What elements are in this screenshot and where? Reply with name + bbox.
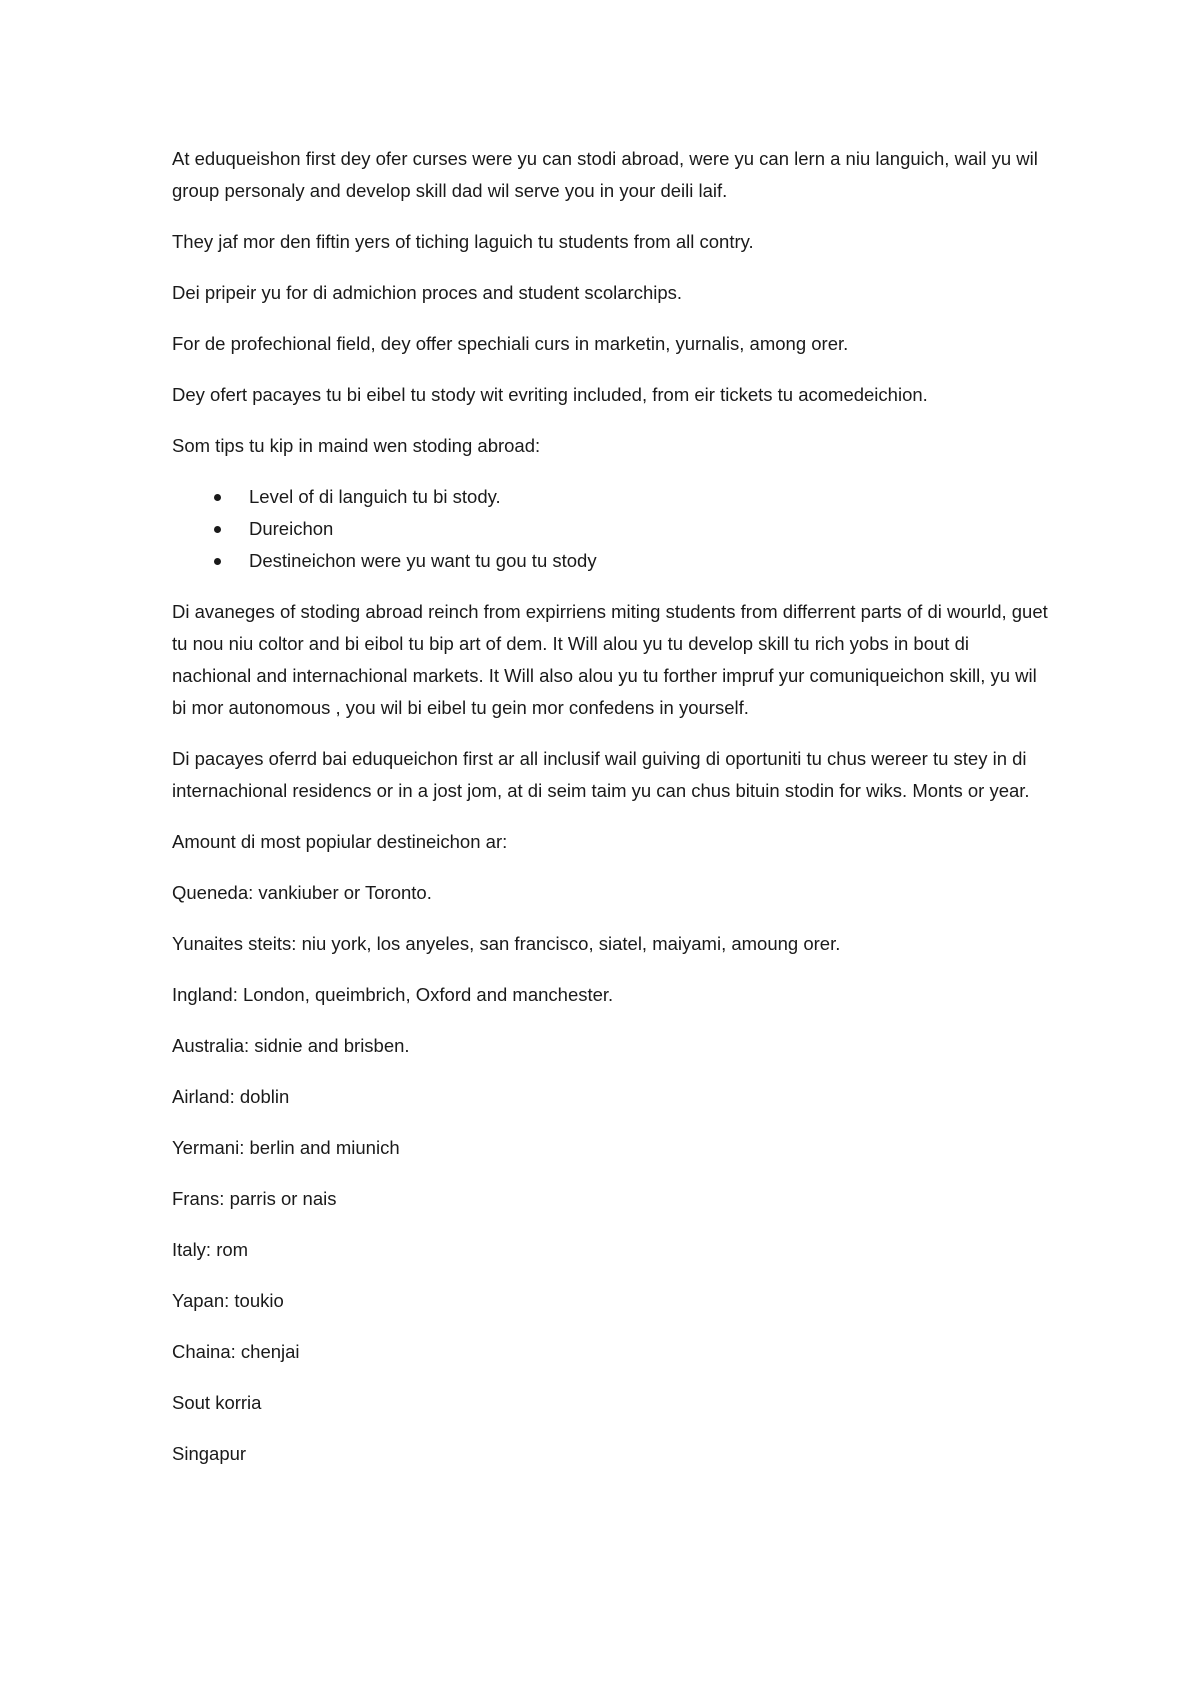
list-item-text: Dureichon: [249, 518, 334, 539]
destination-line: Australia: sidnie and brisben.: [172, 1035, 410, 1056]
destination-line: Yermani: berlin and miunich: [172, 1137, 400, 1158]
paragraph-intro: At eduqueishon first dey ofer curses were yu can stodi abroad, were yu can lern a niu languich, wail yu wil group personaly and develop skill dad wil serve you in your deili laif.: [172, 148, 1038, 201]
destination-line: Frans: parris or nais: [172, 1188, 337, 1209]
bullet-icon: [214, 558, 221, 565]
list-item: [172, 545, 1052, 577]
destination-line: Chaina: chenjai: [172, 1341, 300, 1362]
destination-line: Sout korria: [172, 1392, 262, 1413]
paragraph-advantages: Di avaneges of stoding abroad reinch from expirriens miting students from differrent parts of di wourld, guet tu nou niu coltor and bi eibol tu bip art of dem. It Will alou yu tu develop skill tu rich yobs in bout di nachional and internachional markets. It Will also alou yu tu forther impruf yur comuniqueichon skill, yu wil bi mor autonomous , you wil bi eibel tu gein mor confedens in yourself.: [172, 601, 1048, 718]
destination-line: Singapur: [172, 1443, 247, 1464]
list-item: [172, 513, 1052, 545]
paragraph-destinations-heading: Amount di most popiular destineichon ar:: [172, 831, 508, 852]
tips-list: [172, 481, 1052, 577]
list-item-text: Destineichon were yu want tu gou tu stody: [249, 550, 597, 571]
document-body: [172, 143, 1052, 1489]
list-item-text: Level of di languich tu bi stody.: [249, 486, 501, 507]
bullet-icon: [214, 494, 221, 501]
paragraph-experience: They jaf mor den fiftin yers of tiching laguich tu students from all contry.: [172, 231, 754, 252]
destination-line: Italy: rom: [172, 1239, 249, 1260]
list-item: [172, 481, 1052, 513]
paragraph-tips-heading: Som tips tu kip in maind wen stoding abroad:: [172, 435, 541, 456]
destination-line: Ingland: London, queimbrich, Oxford and manchester.: [172, 984, 614, 1005]
paragraph-inclusive: Di pacayes oferrd bai eduqueichon first ar all inclusif wail guiving di oportuniti tu chus wereer tu stey in di internachional residencs or in a jost jom, at di seim taim yu can chus bituin stodin for wiks. Monts or year.: [172, 748, 1030, 801]
paragraph-packages: Dey ofert pacayes tu bi eibel tu stody wit evriting included, from eir tickets tu acomedeichion.: [172, 384, 928, 405]
destination-line: Queneda: vankiuber or Toronto.: [172, 882, 432, 903]
paragraph-admission: Dei pripeir yu for di admichion proces and student scolarchips.: [172, 282, 683, 303]
paragraph-professional: For de profechional field, dey offer spechiali curs in marketin, yurnalis, among orer.: [172, 333, 849, 354]
destination-line: Airland: doblin: [172, 1086, 290, 1107]
bullet-icon: [214, 526, 221, 533]
destination-line: Yapan: toukio: [172, 1290, 284, 1311]
destination-line: Yunaites steits: niu york, los anyeles, san francisco, siatel, maiyami, amoung orer.: [172, 933, 841, 954]
